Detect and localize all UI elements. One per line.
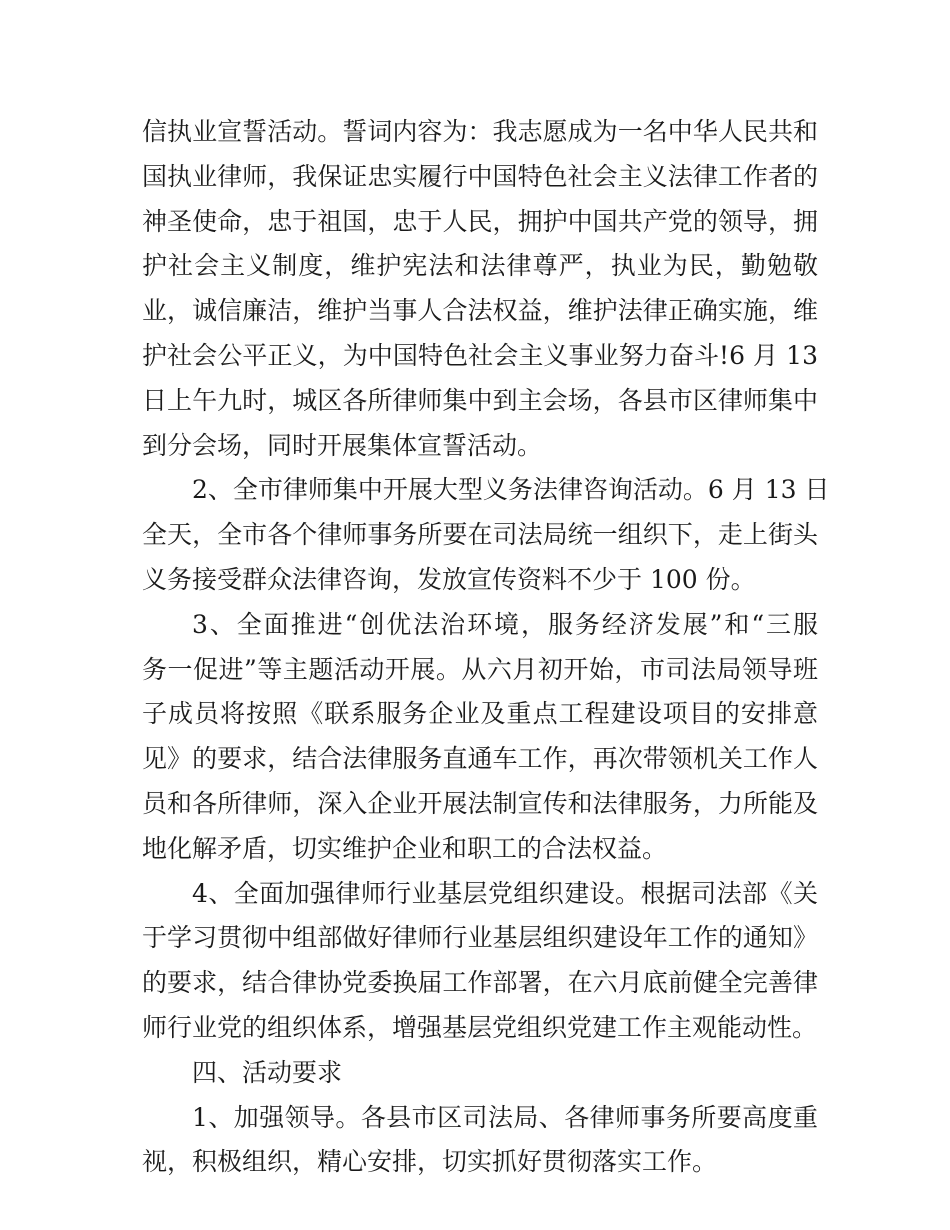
text-line: 国执业律师，我保证忠实履行中国特色社会主义法律工作者的 [142,161,818,191]
paragraph [142,603,818,872]
text-line: 2、全市律师集中开展大型义务法律咨询活动。6 月 13 日 [192,475,830,505]
text-line: 日上午九时，城区各所律师集中到主会场，各县市区律师集中 [142,385,818,415]
text-line: 到分会场，同时开展集体宣誓活动。 [142,430,543,460]
text-line: 护社会主义制度，维护宪法和法律尊严，执业为民，勤勉敬 [142,251,818,281]
text-line: 务一促进”等主题活动开展。从六月初开始，市司法局领导班 [142,654,818,684]
paragraph [142,1096,818,1186]
paragraph [142,468,830,602]
text-line: 4、全面加强律师行业基层党组织建设。根据司法部《关 [192,878,818,908]
text-line: 义务接受群众法律咨询，发放宣传资料不少于 100 份。 [142,564,756,594]
text-line: 信执业宣誓活动。誓词内容为：我志愿成为一名中华人民共和 [142,117,818,146]
text-line: 护社会公平正义，为中国特色社会主义事业努力奋斗!6 月 13 [142,340,818,370]
text-line: 子成员将按照《联系服务企业及重点工程建设项目的安排意 [142,699,818,729]
text-line: 1、加强领导。各县市区司法局、各律师事务所要高度重 [192,1102,818,1132]
text-line: 神圣使命，忠于祖国，忠于人民，拥护中国共产党的领导，拥 [142,206,818,236]
document-body [142,110,830,1185]
text-line: 业，诚信廉洁，维护当事人合法权益，维护法律正确实施，维 [142,296,818,326]
text-line: 的要求，结合律协党委换届工作部署，在六月底前健全完善律 [142,968,818,998]
text-line: 3、全面推进“创优法治环境，服务经济发展”和“三服 [192,609,818,639]
text-line: 地化解矛盾，切实维护企业和职工的合法权益。 [142,833,668,863]
text-line: 于学习贯彻中组部做好律师行业基层组织建设年工作的通知》 [142,923,818,953]
paragraph [142,872,818,1051]
text-line: 视，积极组织，精心安排，切实抓好贯彻落实工作。 [142,1147,718,1177]
text-line: 四、活动要求 [192,1057,343,1087]
text-line: 员和各所律师，深入企业开展法制宣传和法律服务，力所能及 [142,788,818,818]
text-line: 见》的要求，结合法律服务直通车工作，再次带领机关工作人 [142,744,818,774]
text-line: 师行业党的组织体系，增强基层党组织党建工作主观能动性。 [142,1012,818,1042]
paragraph [142,1051,818,1096]
text-line: 全天，全市各个律师事务所要在司法局统一组织下，走上街头 [142,520,818,550]
paragraph [142,110,818,468]
